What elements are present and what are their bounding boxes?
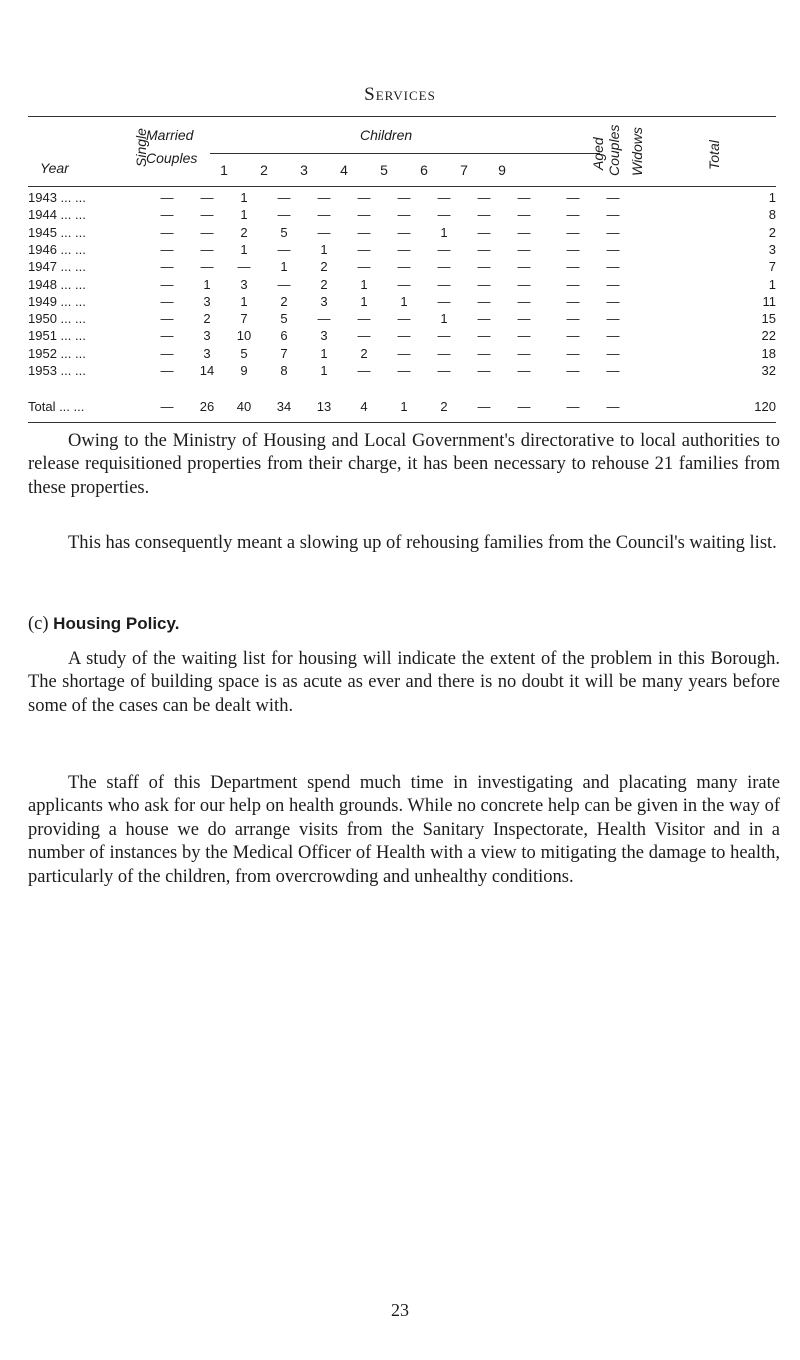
- table-cell: —: [437, 259, 451, 275]
- row-total: 7: [768, 259, 776, 275]
- table-cell: —: [317, 190, 331, 205]
- table-cell: 2: [360, 345, 368, 361]
- table-cell: 1: [360, 276, 368, 292]
- table-cell: —: [397, 328, 411, 344]
- table-cell: —: [277, 276, 291, 292]
- table-cell: 1: [400, 399, 408, 414]
- table-cell: 1: [240, 207, 248, 223]
- children-col-3: 3: [300, 162, 308, 178]
- section-title: Housing Policy.: [53, 614, 180, 633]
- table-cell: —: [200, 190, 214, 205]
- page-number: 23: [391, 1300, 409, 1320]
- table-cell: 1: [400, 293, 408, 309]
- section-paragraph-2: The staff of this Department spend much time in investigating and placating many irate applicants who ask for our help on health grounds. While no concrete help can be given in the way of providing a house we do arrange visits from the Sanitary Inspectorate, Health Visitor and in a number of instances by the Medical Officer of Health with a view to mitigating the damage to health, particularly of the children, from overcrowding and unhealthy conditions.: [28, 773, 780, 887]
- table-cell: —: [517, 293, 531, 309]
- table-cell: —: [566, 276, 580, 292]
- table-cell: —: [160, 311, 174, 327]
- table-cell: —: [517, 399, 531, 414]
- table-cell: 1: [440, 224, 448, 240]
- table-cell: —: [160, 241, 174, 257]
- row-total: 1: [768, 190, 776, 205]
- table-cell: —: [237, 259, 251, 275]
- aged-header-line1: Aged: [590, 137, 606, 170]
- table-cell: 34: [276, 399, 292, 414]
- table-cell: —: [606, 224, 620, 240]
- table-cell: —: [566, 345, 580, 361]
- children-col-9: 9: [498, 162, 506, 178]
- table-cell: —: [606, 207, 620, 223]
- table-cell: —: [437, 363, 451, 378]
- year-label: 1952 ... ...: [28, 345, 86, 361]
- table-cell: 4: [360, 399, 368, 414]
- table-cell: 7: [240, 311, 248, 327]
- table-bottom-rule: [28, 422, 776, 423]
- table-cell: —: [606, 241, 620, 257]
- married-header-line1: Married: [146, 127, 194, 143]
- table-cell: 6: [280, 328, 288, 344]
- table-cell: —: [606, 293, 620, 309]
- table-cell: —: [437, 276, 451, 292]
- table-cell: —: [357, 259, 371, 275]
- table-cell: —: [397, 241, 411, 257]
- children-col-6: 6: [420, 162, 428, 178]
- table-row: [28, 207, 776, 224]
- row-total: 120: [754, 399, 776, 414]
- table-cell: —: [160, 224, 174, 240]
- section-paragraph-1: A study of the waiting list for housing will indicate the extent of the problem in this Borough. The shortage of building space is as acute as ever and there is no doubt it will be many years before some of the cases can be dealt with.: [28, 649, 780, 716]
- table-cell: —: [160, 259, 174, 275]
- table-cell: —: [477, 276, 491, 292]
- table-cell: —: [357, 207, 371, 223]
- table-cell: —: [477, 241, 491, 257]
- year-label: Total ... ...: [28, 399, 85, 414]
- table-cell: 1: [320, 363, 328, 378]
- table-cell: —: [317, 311, 331, 327]
- table-cell: —: [477, 399, 491, 414]
- table-cell: —: [606, 259, 620, 275]
- year-label: 1950 ... ...: [28, 311, 86, 327]
- children-header: Children: [360, 127, 413, 143]
- table-cell: —: [357, 224, 371, 240]
- table-cell: 7: [280, 345, 288, 361]
- table-cell: —: [517, 276, 531, 292]
- table-cell: —: [357, 190, 371, 205]
- table-row: [28, 363, 776, 380]
- table-cell: —: [437, 207, 451, 223]
- table-cell: —: [566, 259, 580, 275]
- table-cell: —: [200, 259, 214, 275]
- table-row: [28, 277, 776, 294]
- table-cell: —: [477, 293, 491, 309]
- table-cell: 1: [280, 259, 288, 275]
- table-cell: —: [477, 328, 491, 344]
- paragraph-1: Owing to the Ministry of Housing and Local Government's directorative to local authorities to release requisitioned properties from their charge, it has been necessary to rehouse 21 families from these properties.: [28, 431, 780, 498]
- table-cell: —: [606, 399, 620, 414]
- table-cell: —: [477, 190, 491, 205]
- table-cell: —: [437, 345, 451, 361]
- children-col-2: 2: [260, 162, 268, 178]
- table-cell: 5: [280, 311, 288, 327]
- table-cell: —: [517, 311, 531, 327]
- row-total: 3: [768, 241, 776, 257]
- table-cell: 10: [236, 328, 252, 344]
- table-cell: 1: [240, 190, 248, 205]
- table-row: [28, 346, 776, 363]
- table-cell: —: [437, 190, 451, 205]
- section-heading: [28, 614, 179, 635]
- row-total: 8: [768, 207, 776, 223]
- children-col-4: 4: [340, 162, 348, 178]
- table-cell: 3: [240, 276, 248, 292]
- table-cell: —: [160, 293, 174, 309]
- row-total: 32: [761, 363, 776, 378]
- table-cell: —: [566, 293, 580, 309]
- table-cell: —: [606, 363, 620, 378]
- table-cell: —: [397, 259, 411, 275]
- table-top-rule: [28, 116, 776, 117]
- table-cell: 3: [203, 345, 211, 361]
- table-cell: —: [397, 345, 411, 361]
- row-total: 11: [762, 293, 776, 309]
- table-cell: —: [566, 311, 580, 327]
- table-cell: 3: [203, 328, 211, 344]
- table-cell: 2: [320, 276, 328, 292]
- table-cell: 3: [320, 293, 328, 309]
- single-header: Single: [133, 128, 149, 167]
- table-cell: —: [517, 224, 531, 240]
- table-cell: —: [397, 207, 411, 223]
- table-cell: —: [477, 311, 491, 327]
- table-cell: —: [477, 363, 491, 378]
- table-cell: 9: [240, 363, 248, 378]
- table-cell: —: [517, 241, 531, 257]
- table-cell: 5: [280, 224, 288, 240]
- children-col-1: 1: [220, 162, 228, 178]
- table-cell: —: [566, 328, 580, 344]
- table-cell: —: [357, 363, 371, 378]
- total-header: Total: [706, 140, 722, 170]
- table-row: [28, 328, 776, 345]
- table-cell: —: [566, 399, 580, 414]
- table-cell: 2: [320, 259, 328, 275]
- year-label: 1953 ... ...: [28, 363, 86, 378]
- table-cell: —: [277, 207, 291, 223]
- table-cell: 5: [240, 345, 248, 361]
- table-cell: —: [517, 207, 531, 223]
- table-cell: —: [517, 363, 531, 378]
- table-cell: —: [397, 190, 411, 205]
- table-cell: 1: [240, 293, 248, 309]
- table-cell: 2: [203, 311, 211, 327]
- year-header: Year: [40, 160, 69, 176]
- table-cell: 1: [440, 311, 448, 327]
- widows-header: Widows: [629, 127, 645, 176]
- table-cell: 3: [320, 328, 328, 344]
- table-cell: —: [317, 224, 331, 240]
- table-cell: —: [566, 363, 580, 378]
- table-row: [28, 225, 776, 242]
- table-cell: —: [517, 328, 531, 344]
- table-row: [28, 259, 776, 276]
- table-cell: 13: [316, 399, 332, 414]
- table-cell: —: [160, 207, 174, 223]
- table-cell: —: [566, 190, 580, 205]
- table-cell: —: [606, 190, 620, 205]
- table-cell: —: [397, 363, 411, 378]
- table-cell: 14: [199, 363, 215, 378]
- table-cell: —: [437, 328, 451, 344]
- row-total: 1: [768, 276, 776, 292]
- table-cell: —: [606, 276, 620, 292]
- year-label: 1946 ... ...: [28, 241, 86, 257]
- table-cell: —: [437, 241, 451, 257]
- table-cell: —: [200, 207, 214, 223]
- table-cell: —: [317, 207, 331, 223]
- table-cell: —: [566, 207, 580, 223]
- year-label: 1945 ... ...: [28, 224, 86, 240]
- page-heading: Services: [364, 84, 436, 105]
- table-cell: —: [437, 293, 451, 309]
- table-cell: —: [517, 345, 531, 361]
- table-cell: —: [160, 276, 174, 292]
- section-label: (c): [28, 614, 49, 634]
- table-cell: —: [357, 328, 371, 344]
- table-cell: —: [517, 190, 531, 205]
- row-total: 22: [761, 328, 776, 344]
- year-label: 1951 ... ...: [28, 328, 86, 344]
- table-cell: —: [160, 399, 174, 414]
- table-cell: 1: [320, 345, 328, 361]
- table-header-rule: [28, 186, 776, 187]
- table-cell: 1: [360, 293, 368, 309]
- table-cell: —: [477, 224, 491, 240]
- table-cell: —: [566, 241, 580, 257]
- table-cell: —: [397, 224, 411, 240]
- table-cell: —: [477, 345, 491, 361]
- table-cell: —: [160, 363, 174, 378]
- table-cell: —: [606, 311, 620, 327]
- year-label: 1944 ... ...: [28, 207, 86, 223]
- year-label: 1948 ... ...: [28, 276, 86, 292]
- table-cell: 2: [440, 399, 448, 414]
- table-cell: —: [200, 241, 214, 257]
- table-row: [28, 311, 776, 328]
- table-cell: —: [397, 276, 411, 292]
- table-row: [28, 294, 776, 311]
- table-cell: —: [357, 241, 371, 257]
- table-cell: —: [200, 224, 214, 240]
- paragraph-2: This has consequently meant a slowing up of rehousing families from the Council's waiting list.: [68, 533, 777, 553]
- table-cell: —: [477, 207, 491, 223]
- table-row: [28, 242, 776, 259]
- table-cell: —: [517, 259, 531, 275]
- year-label: 1949 ... ...: [28, 293, 86, 309]
- table-cell: 26: [199, 399, 215, 414]
- table-cell: 2: [280, 293, 288, 309]
- year-label: 1943 ... ...: [28, 190, 86, 205]
- table-cell: —: [160, 328, 174, 344]
- table-cell: 1: [203, 276, 211, 292]
- table-cell: 1: [320, 241, 328, 257]
- table-cell: —: [566, 224, 580, 240]
- children-col-5: 5: [380, 162, 388, 178]
- table-cell: 3: [203, 293, 211, 309]
- table-cell: —: [606, 345, 620, 361]
- table-cell: 40: [236, 399, 252, 414]
- table-cell: —: [277, 190, 291, 205]
- table-cell: —: [397, 311, 411, 327]
- children-underline: [210, 153, 600, 154]
- table-cell: 1: [240, 241, 248, 257]
- table-cell: —: [477, 259, 491, 275]
- year-label: 1947 ... ...: [28, 259, 86, 275]
- table-total-row: [28, 399, 776, 416]
- row-total: 2: [768, 224, 776, 240]
- table-cell: —: [357, 311, 371, 327]
- children-col-7: 7: [460, 162, 468, 178]
- table-cell: —: [160, 345, 174, 361]
- table-cell: 8: [280, 363, 288, 378]
- aged-header-line2: Couples: [606, 124, 622, 176]
- table-cell: —: [277, 241, 291, 257]
- row-total: 15: [761, 311, 776, 327]
- row-total: 18: [761, 345, 776, 361]
- table-cell: —: [606, 328, 620, 344]
- table-cell: 2: [240, 224, 248, 240]
- table-row: [28, 190, 776, 207]
- table-cell: —: [160, 190, 174, 205]
- married-header-line2: Couples: [146, 150, 198, 166]
